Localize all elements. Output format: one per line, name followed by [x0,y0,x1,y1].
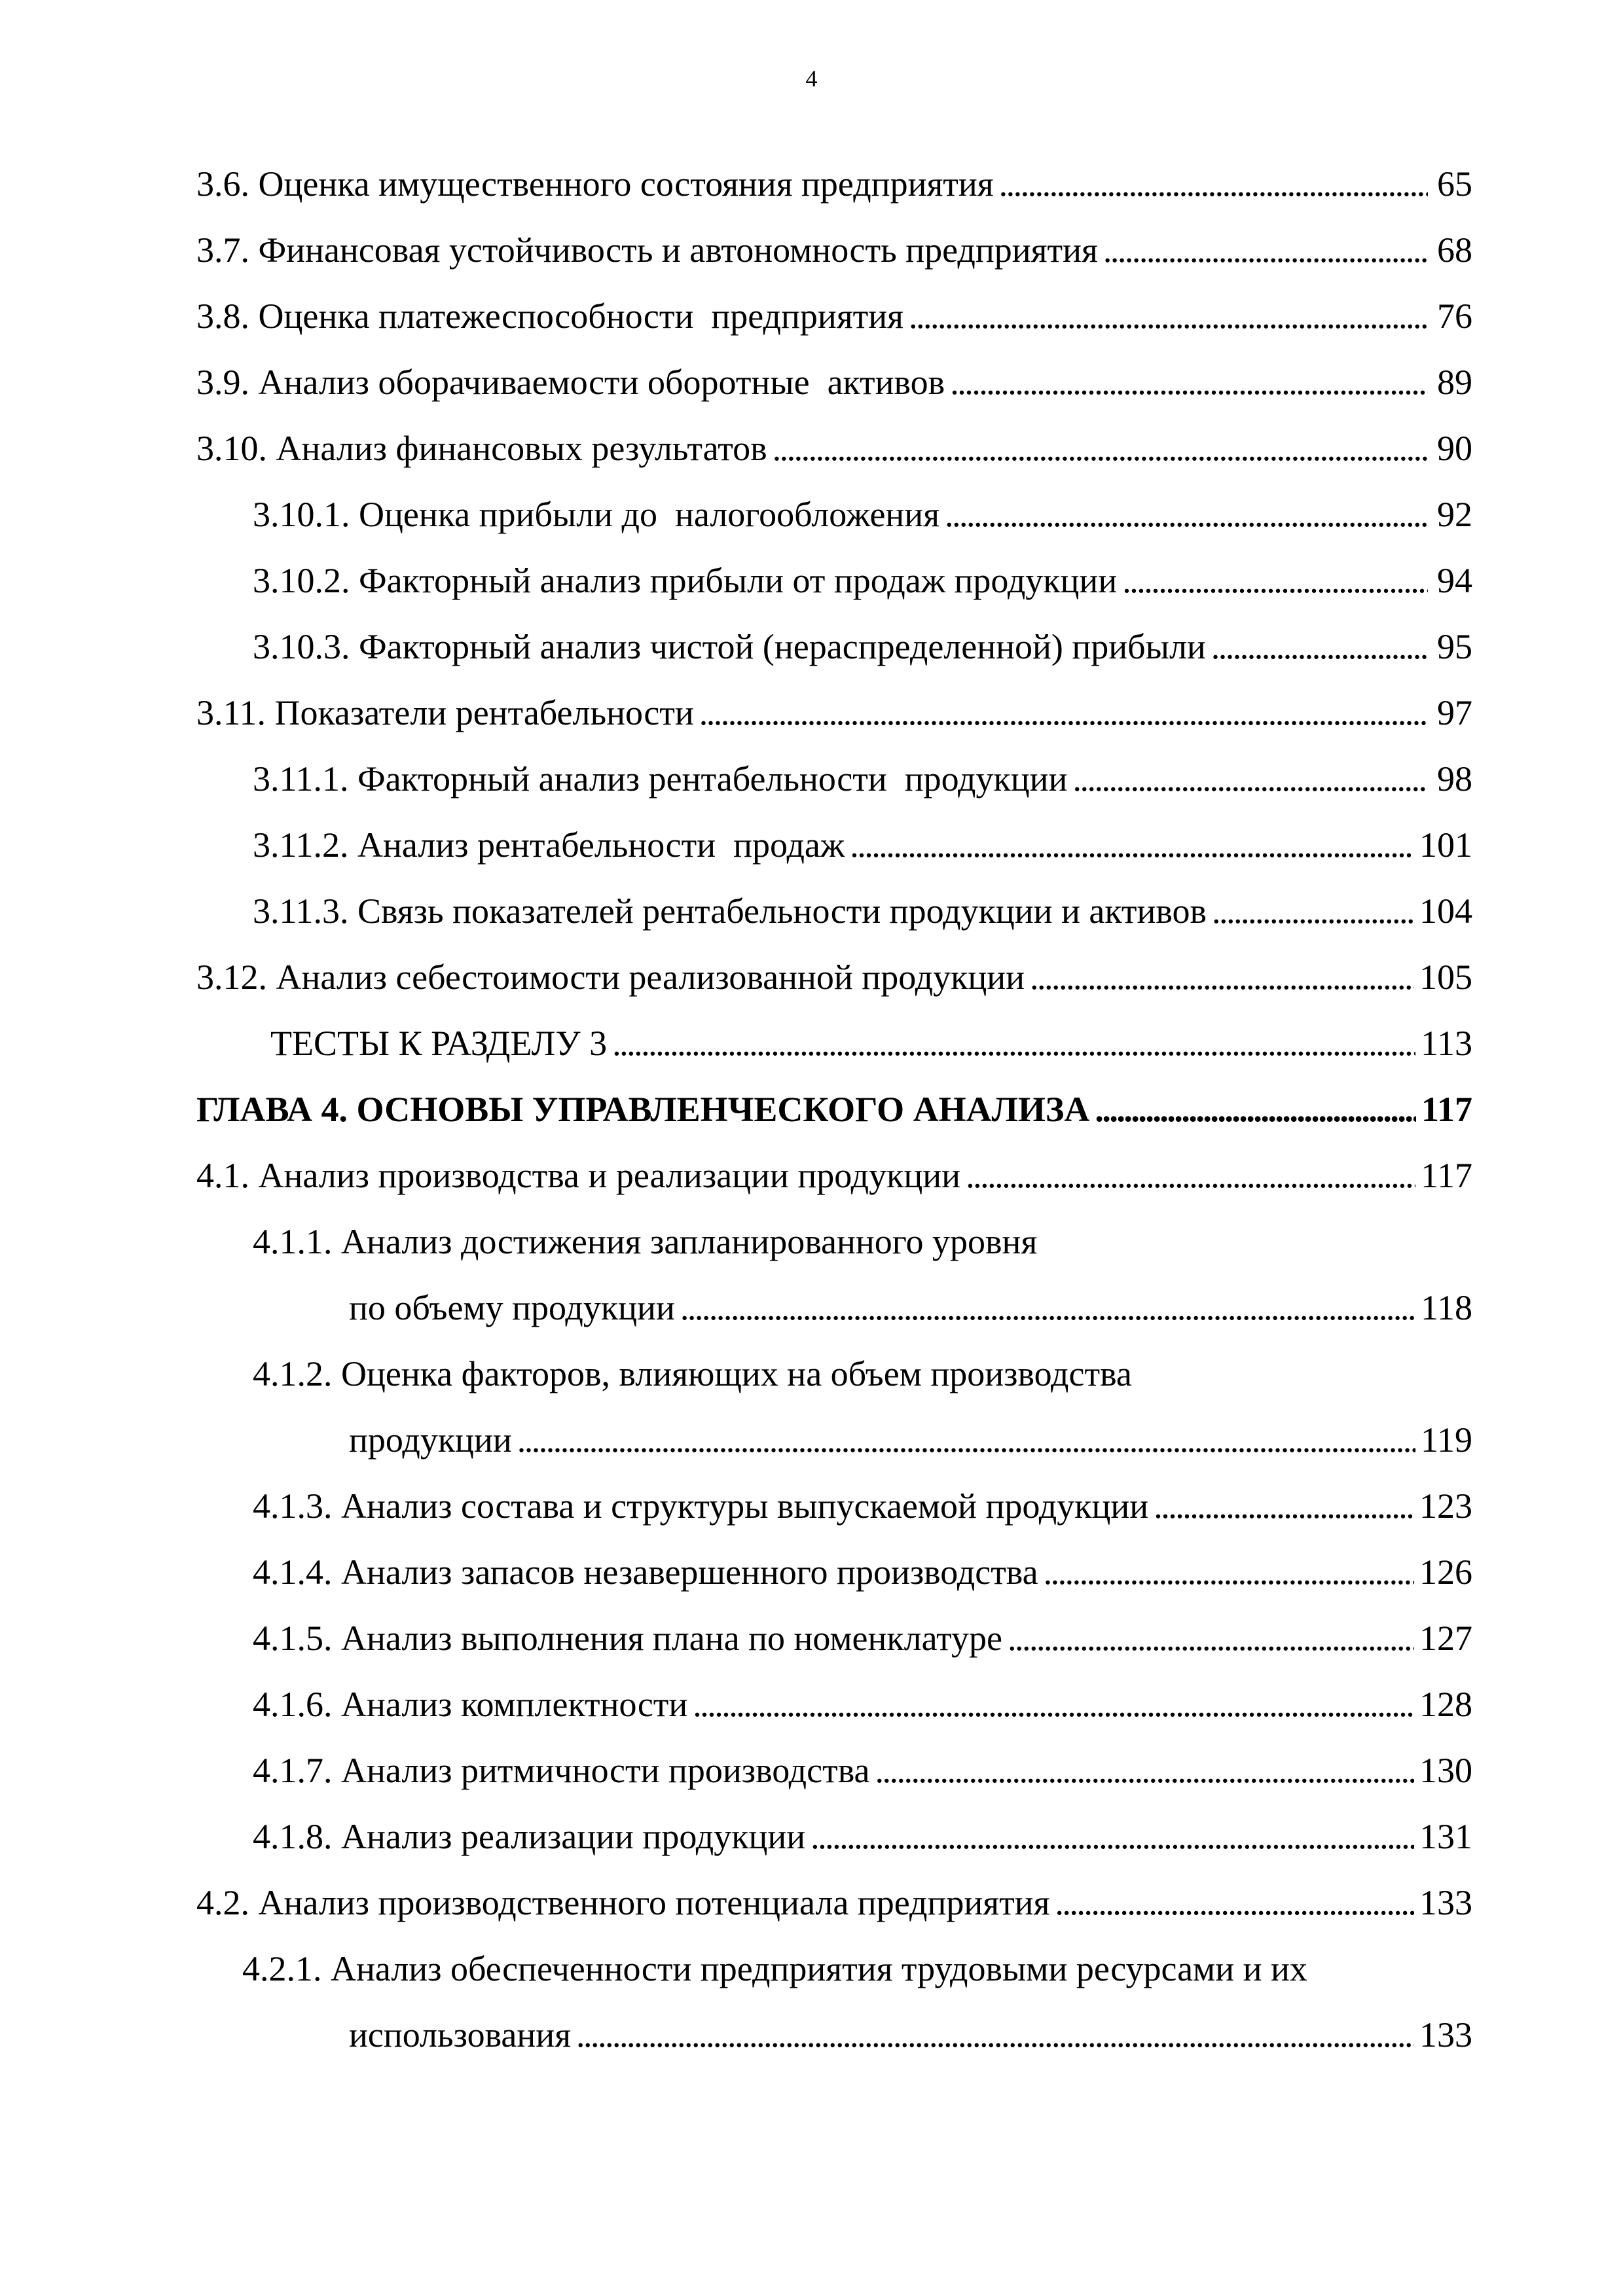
toc-entry-page: 133 [1419,2015,1472,2054]
toc-chapter-title: ГЛАВА 4. ОСНОВЫ УПРАВЛЕНЧЕСКОГО АНАЛИЗА [196,1090,1090,1129]
page-number: 4 [805,65,818,92]
toc-entry-title: 4.1.7. Анализ ритмичности производства [253,1751,870,1790]
toc-leader-dots [966,1143,1415,1209]
toc-entry-page: 76 [1437,296,1472,336]
toc-entry[interactable] [0,746,1623,812]
toc-entry[interactable] [0,1804,1623,1870]
toc-entry-title: 4.1.8. Анализ реализации продукции [253,1817,806,1856]
toc-entry-title: 3.6. Оценка имущественного состояния предприятия [196,164,994,204]
toc-entry-title: 3.11. Показатели рентабельности [196,693,694,732]
toc-entry-title: 3.11.3. Связь показателей рентабельности продукции и активов [253,891,1207,931]
toc-leader-dots [1095,1077,1416,1143]
toc-entry-page: 94 [1437,561,1472,600]
toc-entry-page: 98 [1437,759,1472,798]
toc-entry-page: 105 [1419,958,1472,997]
toc-entry-page: 113 [1421,1024,1472,1063]
toc-entry-title-line2: продукции [349,1420,512,1460]
toc-entry[interactable] [0,350,1623,416]
toc-leader-dots [1122,548,1428,614]
table-of-contents [0,151,1623,2068]
toc-entry-title: 3.10.2. Факторный анализ прибыли от продаж продукции [253,561,1118,600]
toc-entry[interactable] [0,217,1623,283]
toc-leader-dots [1072,746,1428,812]
toc-entry[interactable] [0,416,1623,482]
toc-leader-dots [875,1738,1414,1804]
toc-entry-page: 130 [1419,1751,1472,1790]
toc-entry[interactable] [0,1605,1623,1672]
toc-entry-title: 3.9. Анализ оборачиваемости оборотные активов [196,363,945,402]
toc-leader-dots [576,2002,1414,2068]
toc-entry[interactable] [0,1672,1623,1738]
toc-leader-dots [1212,878,1414,944]
toc-entry[interactable] [0,614,1623,680]
toc-entry[interactable] [0,1738,1623,1804]
toc-entry[interactable] [0,283,1623,350]
toc-leader-dots [950,350,1428,416]
toc-leader-dots [1008,1605,1414,1672]
toc-entry-page: 97 [1437,693,1472,732]
toc-entry-page: 118 [1421,1288,1472,1327]
toc-entry-page: 90 [1437,429,1472,468]
toc-entry[interactable] [0,1936,1623,2068]
toc-entry-page: 131 [1419,1817,1472,1856]
toc-leader-dots [773,416,1428,482]
toc-leader-dots [1055,1870,1414,1936]
toc-entry-title: 4.1. Анализ производства и реализации продукции [196,1156,961,1195]
toc-entry-title: 4.1.3. Анализ состава и структуры выпускаемой продукции [253,1486,1149,1526]
toc-entry-title: 3.7. Финансовая устойчивость и автономность предприятия [196,230,1098,270]
toc-leader-dots [693,1672,1414,1738]
toc-entry[interactable] [0,1870,1623,1936]
toc-entry-page: 117 [1421,1090,1472,1129]
toc-entry[interactable] [0,1539,1623,1605]
toc-entry-page: 133 [1419,1883,1472,1922]
toc-entry-page: 127 [1419,1619,1472,1658]
toc-entry[interactable] [0,812,1623,878]
toc-entry[interactable] [0,1473,1623,1539]
toc-entry-page: 128 [1419,1685,1472,1724]
toc-entry-page: 89 [1437,363,1472,402]
toc-chapter-heading[interactable] [0,1077,1623,1143]
toc-entry[interactable] [0,151,1623,217]
toc-entry-title: 3.12. Анализ себестоимости реализованной продукции [196,958,1025,997]
toc-entry[interactable] [0,1143,1623,1209]
toc-leader-dots [1154,1473,1414,1539]
toc-entry[interactable] [0,1341,1623,1473]
toc-entry-title: 3.10. Анализ финансовых результатов [196,429,767,468]
toc-entry-tests[interactable] [0,1011,1623,1077]
toc-leader-dots [909,283,1428,350]
toc-entry-title: 3.10.3. Факторный анализ чистой (нераспределенной) прибыли [253,627,1206,666]
toc-entry[interactable] [0,878,1623,944]
toc-entry-page: 68 [1437,230,1472,270]
toc-entry-page: 101 [1419,825,1472,865]
toc-entry-page: 117 [1421,1156,1472,1195]
toc-entry-title-line1: 4.1.2. Оценка факторов, влияющих на объем производства [253,1354,1132,1393]
toc-entry-page: 92 [1437,495,1472,534]
toc-entry-page: 65 [1437,164,1472,204]
toc-leader-dots [1103,217,1428,283]
toc-entry-page: 104 [1419,891,1472,931]
toc-leader-dots [612,1011,1415,1077]
toc-leader-dots [1044,1539,1414,1605]
toc-leader-dots [850,812,1414,878]
toc-leader-dots [945,482,1428,548]
toc-entry-title: 3.10.1. Оценка прибыли до налогообложения [253,495,940,534]
toc-entry-title-line1: 4.1.1. Анализ достижения запланированного уровня [253,1222,1038,1261]
toc-entry-title-line1: 4.2.1. Анализ обеспеченности предприятия трудовыми ресурсами и их [242,1949,1307,1988]
toc-entry-page: 123 [1419,1486,1472,1526]
toc-entry-title-line2: использования [349,2015,572,2054]
toc-leader-dots [1211,614,1428,680]
toc-entry[interactable] [0,680,1623,746]
toc-entry[interactable] [0,548,1623,614]
toc-entry-title: 3.11.2. Анализ рентабельности продаж [253,825,845,865]
toc-entry[interactable] [0,1209,1623,1341]
toc-leader-dots [999,151,1428,217]
toc-leader-dots [517,1407,1415,1473]
toc-leader-dots [1030,944,1414,1011]
toc-entry-title: 4.1.5. Анализ выполнения плана по номенклатуре [253,1619,1003,1658]
toc-entry-title-line2: по объему продукции [349,1288,675,1327]
toc-entry-title: 4.2. Анализ производственного потенциала предприятия [196,1883,1050,1922]
toc-entry-page: 119 [1421,1420,1472,1460]
toc-entry[interactable] [0,944,1623,1011]
toc-leader-dots [680,1275,1415,1341]
toc-entry[interactable] [0,482,1623,548]
toc-leader-dots [699,680,1428,746]
toc-entry-title: 4.1.4. Анализ запасов незавершенного производства [253,1552,1038,1592]
toc-entry-title: 3.8. Оценка платежеспособности предприятия [196,296,903,336]
toc-entry-page: 95 [1437,627,1472,666]
toc-entry-page: 126 [1419,1552,1472,1592]
toc-entry-title: 4.1.6. Анализ комплектности [253,1685,688,1724]
toc-leader-dots [811,1804,1414,1870]
toc-entry-title: 3.11.1. Факторный анализ рентабельности продукции [253,759,1068,798]
toc-entry-title: ТЕСТЫ К РАЗДЕЛУ 3 [270,1024,608,1063]
